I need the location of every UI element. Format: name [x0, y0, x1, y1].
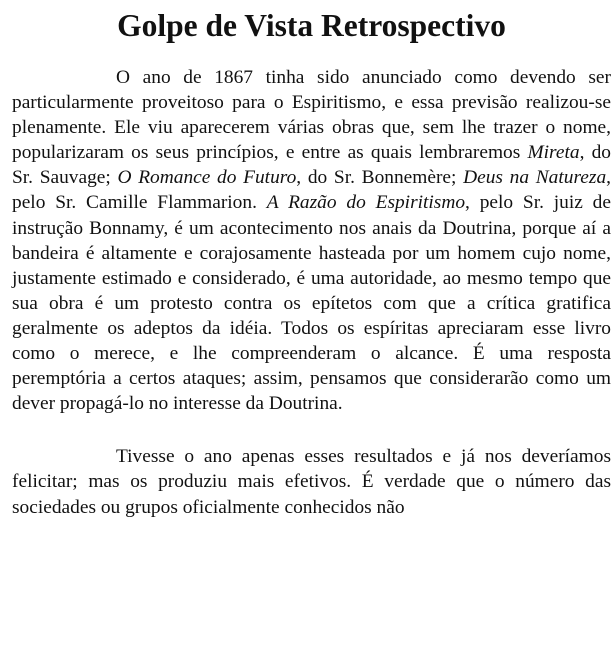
paragraph-text: , do Sr. Bonnemère; — [296, 167, 464, 189]
paragraph-text: , pelo Sr. juiz de instrução Bonnamy, é um acontecimento nos anais da Doutrina, porque aí a bandeira é altamente e corajosamente hasteada por um homem cujo nome, justamente estimado e considerado, é uma autoridade, ao mesmo tempo que sua obra é um protesto contra os epítetos com que a crítica gratifica geralmente os adeptos da idéia. Todos os espíritas apreciaram esse livro como o merece, e lhe compreenderam o alcance. É uma resposta peremptória a certos ataques; assim, pensamos que considerarão como um dever propagá-lo no interesse da Doutrina. — [12, 192, 611, 415]
paragraph-text: O ano de 1867 tinha sido anunciado como devendo ser particularmente proveitoso para o Espiritismo, e essa previsão realizou-se plenamente. Ele viu aparecerem várias obras que, sem lhe trazer o nome, popularizaram os seus princípios, e entre as quais lembraremos — [12, 67, 611, 164]
paragraph-text: , pelo Sr. Camille Flammarion. — [12, 167, 611, 214]
paragraph-text: , do Sr. Sauvage; — [12, 142, 612, 189]
book-title-razao-do-espiritismo: A Razão do Espiritismo — [266, 192, 466, 214]
book-title-romance-do-futuro: O Romance do Futuro — [117, 167, 297, 189]
book-title-deus-na-natureza: Deus na Natureza — [463, 167, 607, 189]
document-title: Golpe de Vista Retrospectivo — [117, 8, 506, 43]
body-paragraph-2: Tivesse o ano apenas esses resultados e já nos deveríamos felicitar; mas os produziu mais efetivos. É verdade que o número das sociedades ou grupos oficialmente conhecidos não — [12, 446, 611, 518]
book-title-mireta: Mireta — [527, 142, 580, 164]
body-paragraph-1 — [12, 65, 611, 416]
